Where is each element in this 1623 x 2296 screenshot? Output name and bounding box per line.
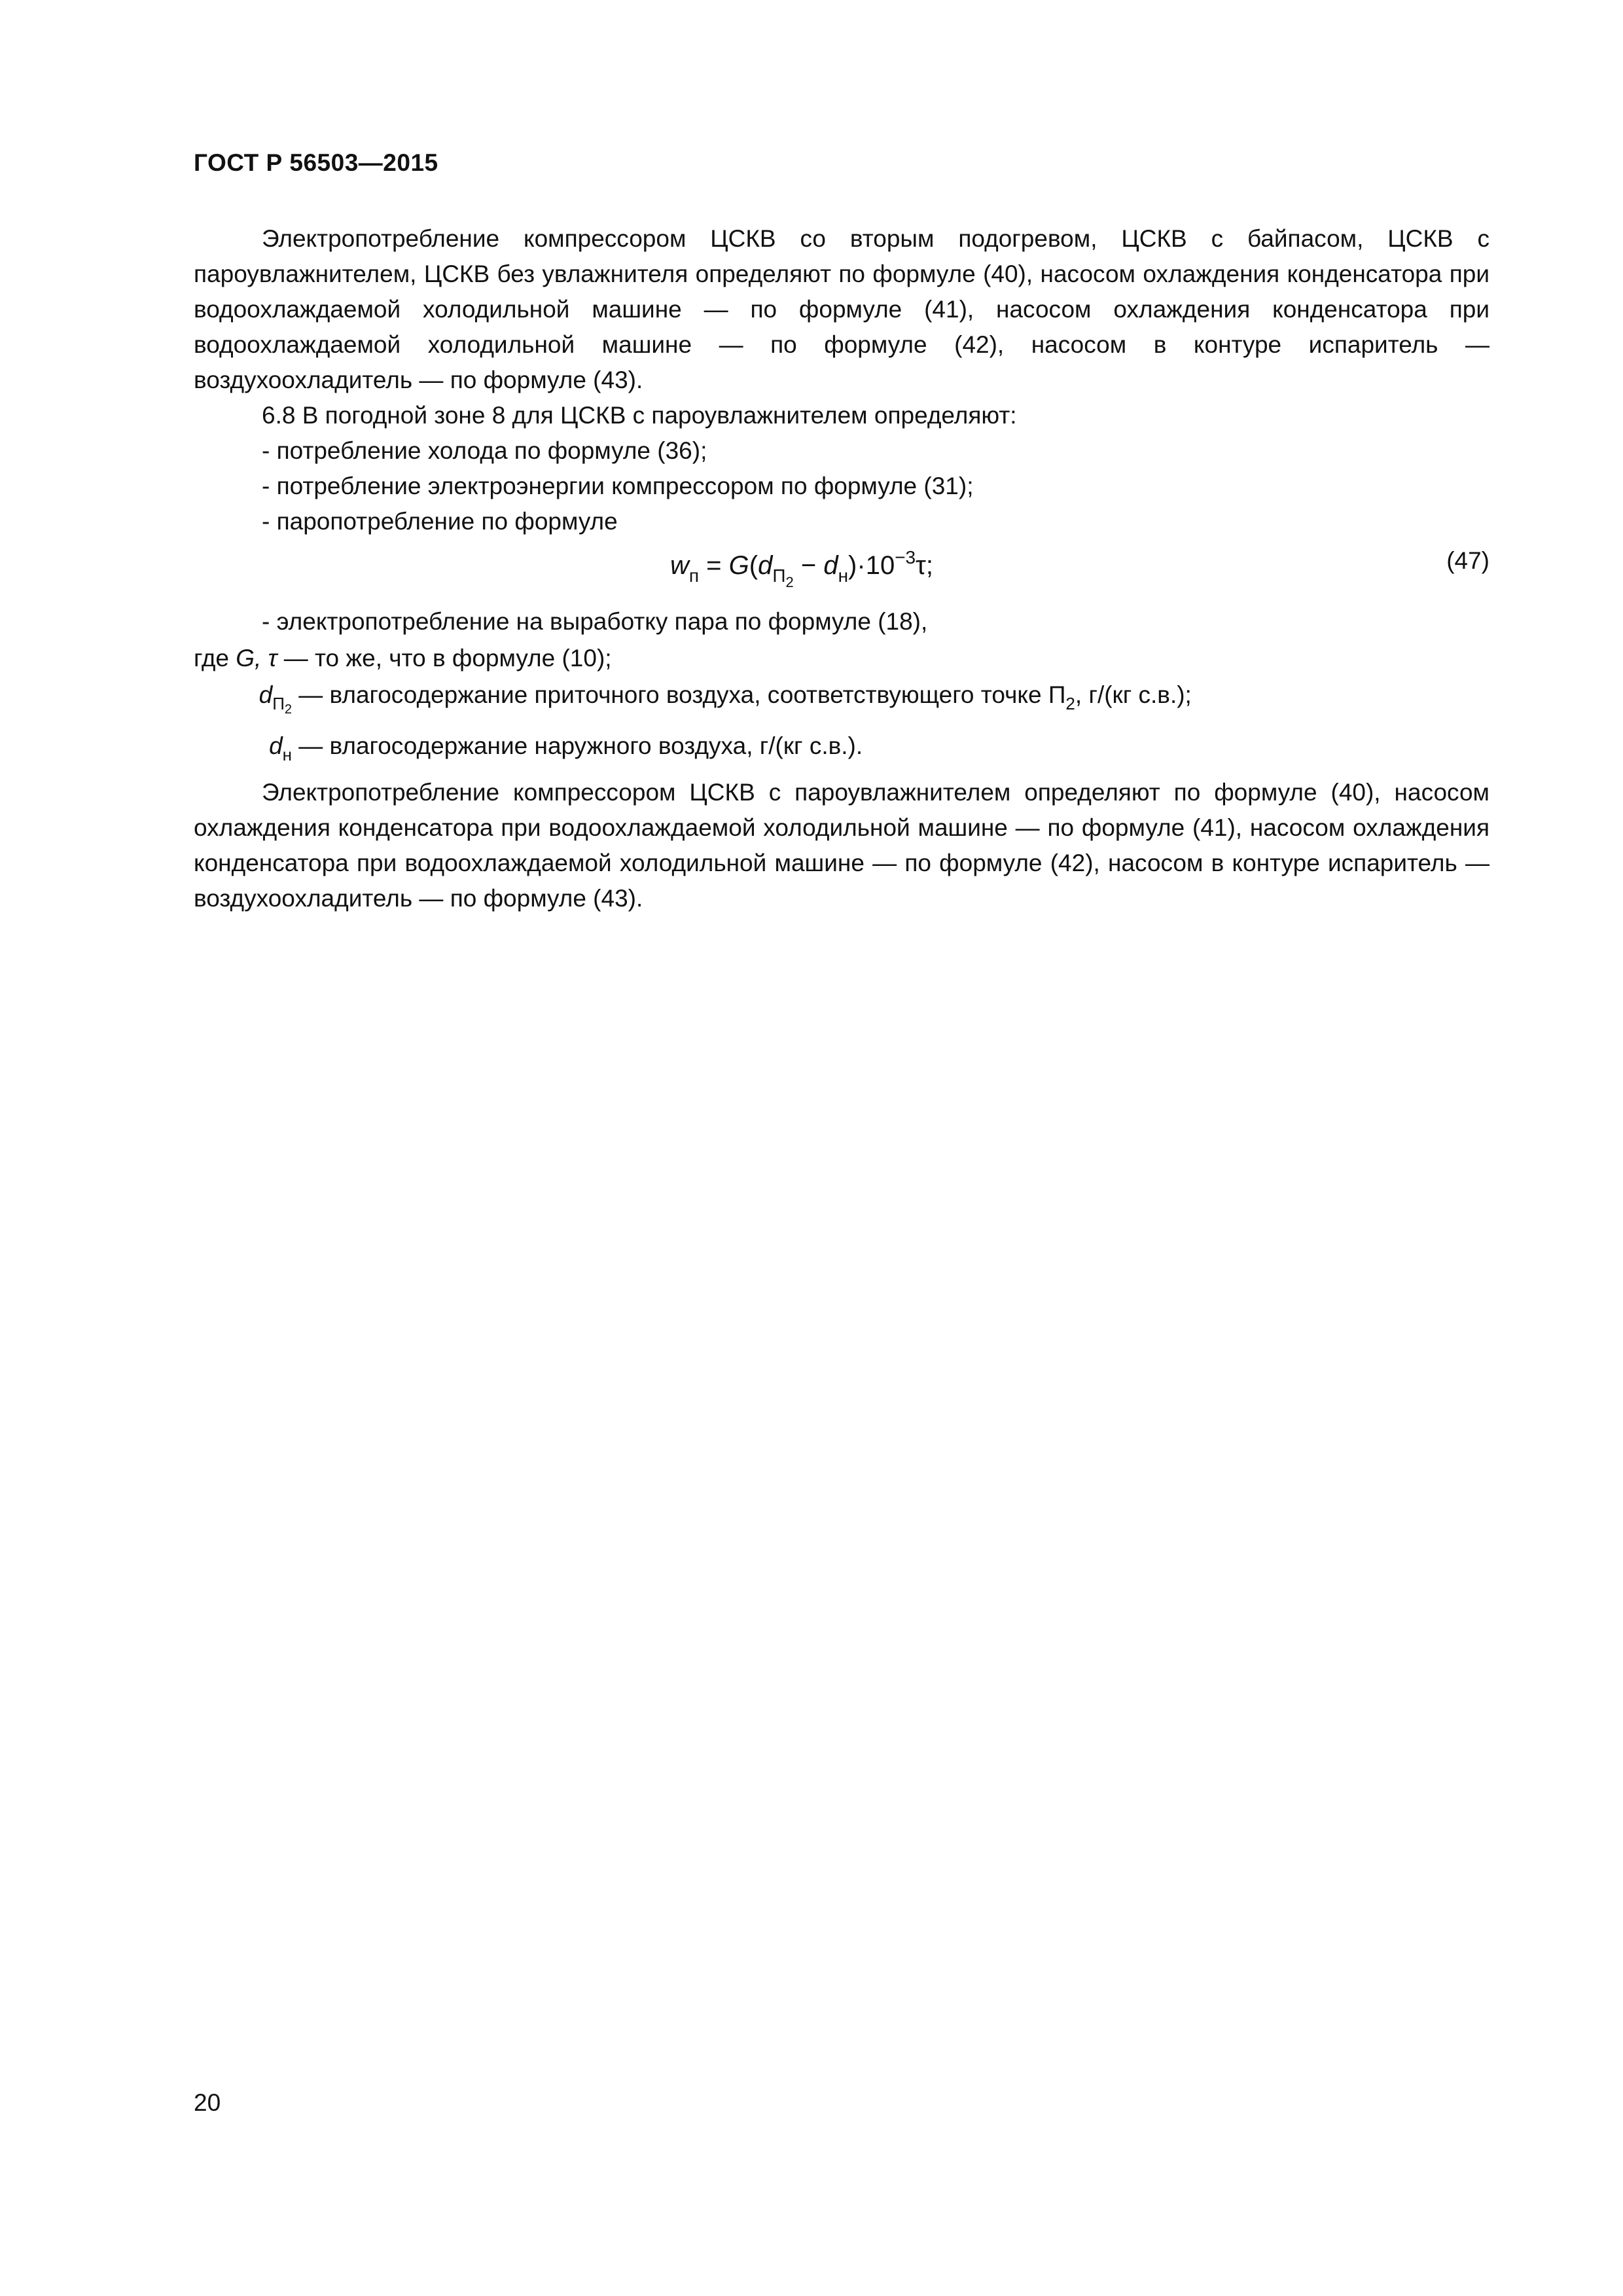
formula-47-row xyxy=(194,547,1489,606)
definition-d-p2-text: — влагосодержание приточного воздуха, соответствующего точке П xyxy=(292,681,1066,708)
symbol-d-n-sub: н xyxy=(282,745,292,764)
definition-d-n xyxy=(194,728,1489,773)
symbol-d-n-letter: d xyxy=(269,732,283,759)
symbol-d-n xyxy=(245,728,292,773)
definition-d-p2-text-sub: 2 xyxy=(1065,694,1075,713)
body-text-top xyxy=(194,221,1489,539)
definition-d-n-text: — влагосодержание наружного воздуха, г/(кг с.в.). xyxy=(292,732,863,759)
list-item-compressor-energy: - потребление электроэнергии компрессором по формуле (31); xyxy=(262,473,974,499)
section-6-8-heading: 6.8 В погодной зоне 8 для ЦСКВ с пароувлажнителем определяют: xyxy=(262,402,1017,429)
formula-eq: = xyxy=(699,551,729,580)
symbol-d-p2-letter: d xyxy=(259,681,273,708)
document-header: ГОСТ Р 56503—2015 xyxy=(194,149,438,176)
formula-times: ·10 xyxy=(857,551,895,580)
formula-d2-sub: н xyxy=(838,565,849,586)
list-item-steam-consumption: - паропотребление по формуле xyxy=(262,508,618,535)
list-item-steam-power: - электропотребление на выработку пара по формуле (18), xyxy=(262,608,928,635)
where-text: — то же, что в формуле (10); xyxy=(277,645,612,672)
formula-minus: − xyxy=(793,551,824,580)
formula-g: G xyxy=(728,551,749,580)
formula-w-sub: п xyxy=(688,565,700,586)
definitions-block xyxy=(194,603,1489,773)
symbol-d-p2-sub xyxy=(272,694,292,717)
where-symbols: G, τ xyxy=(236,645,277,672)
formula-number: (47) xyxy=(1446,547,1489,574)
definition-g-tau xyxy=(194,640,1489,677)
paragraph-final: Электропотребление компрессором ЦСКВ с пароувлажнителем определяют по формуле (40), насосом охлаждения конденсатора при водоохлаждаемой холодильной машине — по формуле (41), насосом охлаждения конденсатора при водоохлаждаемой холодильной машине — по формуле (42), насосом в контуре испаритель — воздухоохладитель — по формуле (43). xyxy=(194,779,1489,912)
paragraph-compressor-power: Электропотребление компрессором ЦСКВ со вторым подогревом, ЦСКВ с байпасом, ЦСКВ с пароувлажнителем, ЦСКВ без увлажнителя определяют по формуле (40), насосом охлаждения конденсатора при водоохлаждаемой холодильной машине — по формуле (41), насосом охлаждения конденсатора при водоохлаждаемой холодильной машине — по формуле (42), насосом в контуре испаритель — воздухоохладитель — по формуле (43). xyxy=(194,225,1489,393)
formula-d1-sub-letter: П xyxy=(772,565,786,586)
symbol-d-p2 xyxy=(245,677,292,728)
formula-paren-close: ) xyxy=(848,551,857,580)
symbol-d-p2-subsub: 2 xyxy=(284,702,292,717)
body-text-bottom xyxy=(194,775,1489,916)
definition-d-p2-text-end: , г/(кг с.в.); xyxy=(1075,681,1192,708)
formula-exp: −3 xyxy=(895,547,916,567)
formula-d1: d xyxy=(758,551,773,580)
where-word: где xyxy=(194,645,236,672)
list-item-cold-consumption: - потребление холода по формуле (36); xyxy=(262,437,707,464)
page-number: 20 xyxy=(194,2089,221,2116)
formula-tau: τ; xyxy=(916,551,934,580)
formula-d1-sub xyxy=(772,565,794,590)
definition-d-p2 xyxy=(194,677,1489,728)
formula-d1-subsub: 2 xyxy=(785,574,794,590)
formula-w: w xyxy=(670,551,689,580)
symbol-d-p2-sub-letter: П xyxy=(272,694,285,713)
formula-paren-open: ( xyxy=(749,551,758,580)
formula-47 xyxy=(670,547,933,591)
formula-d2: d xyxy=(823,551,838,580)
